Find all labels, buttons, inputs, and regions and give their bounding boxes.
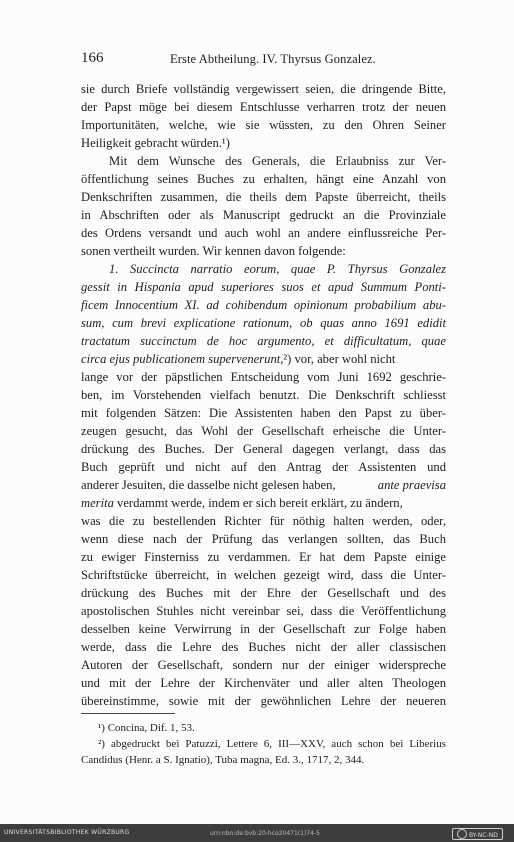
text-line: wenn diese nach der Prüfung das verlangen sollten, das Buch	[81, 532, 446, 546]
license-label: BY-NC-ND	[469, 832, 498, 839]
text-line: Mit dem Wunsche des Generals, die Erlaubniss zur Ver-	[109, 154, 446, 168]
text-line: und mit der Lehre der Kirchenväter und aller alten Theologen	[81, 676, 446, 690]
text-line-mixed	[81, 494, 446, 512]
text-line-italic: 1. Succincta narratio eorum, quae P. Thyrsus Gonzalez	[109, 262, 446, 276]
text-line: des Ordens versandt und auch wohl an andere einflussreiche Per-	[81, 226, 446, 240]
license-badge[interactable]	[452, 828, 503, 840]
text-line: Schriftstücke überreicht, in welchen gezeigt wird, dass die Unter-	[81, 568, 446, 582]
text-line: drückung des Buches. Der General dagegen verlangt, dass das	[81, 442, 446, 456]
library-logo[interactable]: UNIVERSITÄTSBIBLIOTHEK WÜRZBURG	[4, 829, 130, 836]
text-line: sonen vertheilt wurden. Wir kennen davon folgende:	[81, 244, 346, 258]
text-line: übereinstimme, sowie mit der gewöhnlichen Lehre der neueren	[81, 694, 446, 708]
italic-run: ante praevisa	[377, 478, 446, 492]
text-line: ben, im Vorstehenden vielfach benutzt. Die Denkschrift schliesst	[81, 388, 446, 402]
page-number: 166	[81, 50, 104, 66]
text-line: drückung des Buches mit der Ehre der Gesellschaft und des	[81, 586, 446, 600]
text-line: werde, dass die Lehre des Buches nicht der aller classischen	[81, 640, 446, 654]
viewer-footer-bar	[0, 824, 514, 842]
roman-run: ²) vor, aber wohl nicht	[283, 352, 396, 366]
roman-run: verdammt werde, indem er sich bereit erklärt, zu ändern,	[113, 496, 403, 510]
text-line: zeugen gesucht, das Wohl der Gesellschaft erheische die Unter-	[81, 424, 446, 438]
running-title: Erste Abtheilung. IV. Thyrsus Gonzalez.	[170, 52, 376, 66]
text-line-italic: tractatum succinctum de hoc argumento, et difficultatum, quae	[81, 334, 446, 348]
roman-run: anderer Jesuiten, die dasselbe nicht gelesen haben,	[81, 478, 336, 492]
creative-commons-icon	[457, 829, 467, 839]
text-line-mixed	[81, 350, 446, 368]
page-header	[81, 50, 461, 66]
text-line: sie durch Briefe vollständig vergewissert seien, die dringende Bitte,	[81, 82, 446, 96]
text-line: apostolischen Stuhles nicht vereinbar sei, dass die Veröffentlichung	[81, 604, 446, 618]
footnote: ²) abgedruckt bei Patuzzi, Lettere 6, III—XXV, auch schon bei Liberius	[98, 738, 446, 750]
text-line: Autoren der Gesellschaft, sondern nur der einiger widerspreche	[81, 658, 446, 672]
text-line-italic: gessit in Hispania apud superiores suos et apud Summum Ponti-	[81, 280, 446, 294]
footnote: ¹) Concina, Dif. 1, 53.	[98, 722, 195, 734]
footnote: Candidus (Henr. a S. Ignatio), Tuba magna, Ed. 3., 1717, 2, 344.	[81, 754, 365, 766]
text-line: Buch geprüft und nicht auf den Antrag der Assistenten und	[81, 460, 446, 474]
text-line: mit folgenden Sätzen: Die Assistenten haben den Papst zu über-	[81, 406, 446, 420]
text-line: in Abschriften oder als Manuscript gedruckt an die Provinziale	[81, 208, 446, 222]
text-line: öffentlichung seines Buches zu erhalten, hängt eine Anzahl von	[81, 172, 446, 186]
footnote-rule	[81, 713, 175, 714]
text-line: was die zu bestellenden Richter für nöthig halten werden, oder,	[81, 514, 446, 528]
text-line-italic: ficem Innocentium XI. ad cohibendum opinionum probabilium abu-	[81, 298, 446, 312]
text-line: Heiligkeit gebracht würden.¹)	[81, 136, 230, 150]
text-line: lange vor der päpstlichen Entscheidung vom Juni 1692 geschrie-	[81, 370, 446, 384]
text-line-mixed	[81, 476, 446, 494]
italic-run: circa ejus publicationem supervenerunt,	[81, 352, 284, 366]
text-line: zu ewiger Finsterniss zu verdammen. Er hat dem Papste einige	[81, 550, 446, 564]
text-line: desselben keine Verwirrung in der Gesellschaft zur Folge haben	[81, 622, 446, 636]
text-line: der Papst möge bei diesem Entschlusse verharren trotz der neuen	[81, 100, 446, 114]
text-line-italic: sum, cum brevi explicatione rationum, ob quas anno 1691 edidit	[81, 316, 446, 330]
text-line: Denkschriften zusammen, die theils dem Papste überreicht, theils	[81, 190, 446, 204]
italic-run: merita	[81, 496, 114, 510]
urn-label[interactable]: urn:nbn:de:bvb:20-hco20471(1)74-5	[210, 830, 320, 837]
text-line: Importunitäten, welche, wie sie wüssten, zu den Ohren Seiner	[81, 118, 446, 132]
